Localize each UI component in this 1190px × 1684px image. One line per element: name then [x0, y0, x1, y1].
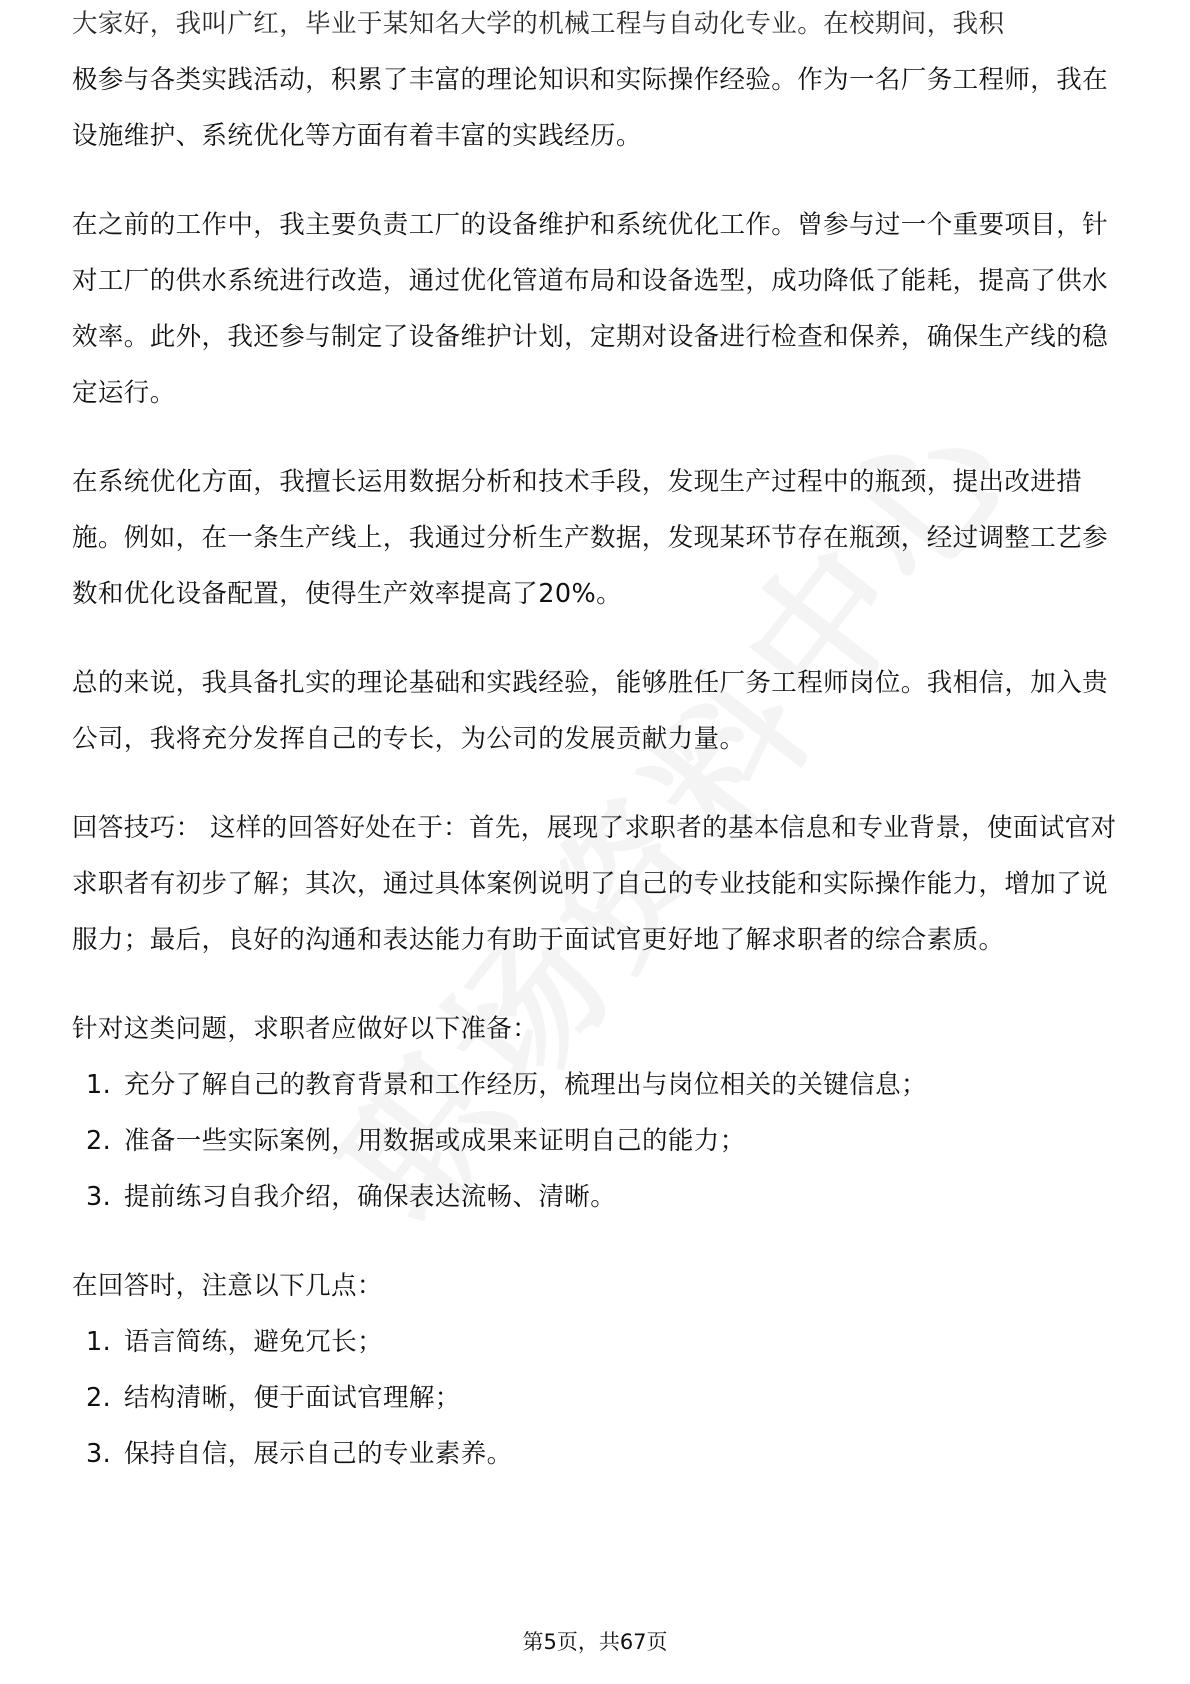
- list-text: 准备一些实际案例，用数据或成果来证明自己的能力；: [124, 1126, 746, 1156]
- list-text: 提前练习自我介绍，确保表达流畅、清晰。: [124, 1182, 617, 1212]
- list-number: 1.: [86, 1327, 112, 1357]
- list-number: 1.: [86, 1070, 112, 1100]
- list-number: 3.: [86, 1439, 112, 1469]
- notes-list: [72, 1314, 1122, 1482]
- list-number: 2.: [86, 1126, 112, 1156]
- list-text: 保持自信，展示自己的专业素养。: [124, 1439, 513, 1469]
- paragraph-summary: 总的来说，我具备扎实的理论基础和实践经验，能够胜任厂务工程师岗位。我相信，加入贵公司，我将充分发挥自己的专长，为公司的发展贡献力量。: [72, 668, 1109, 754]
- list-item: [72, 1169, 1122, 1225]
- list-number: 2.: [86, 1383, 112, 1413]
- list-number: 3.: [86, 1182, 112, 1212]
- paragraph-prep-heading: 针对这类问题，求职者应做好以下准备：: [72, 1014, 539, 1044]
- clipped-top-line: [72, 0, 1122, 52]
- page-number-footer: 第5页，共67页: [522, 1630, 668, 1654]
- prep-list: [72, 1057, 1122, 1225]
- paragraph-intro: 极参与各类实践活动，积累了丰富的理论知识和实际操作经验。作为一名厂务工程师，我在设施维护、系统优化等方面有着丰富的实践经历。: [72, 65, 1109, 151]
- list-text: 结构清晰，便于面试官理解；: [124, 1383, 461, 1413]
- document-body: [72, 9, 1122, 1482]
- list-item: [72, 1113, 1122, 1169]
- paragraph-work-experience: 在之前的工作中，我主要负责工厂的设备维护和系统优化工作。曾参与过一个重要项目，针对工厂的供水系统进行改造，通过优化管道布局和设备选型，成功降低了能耗，提高了供水效率。此外，我还参与制定了设备维护计划，定期对设备进行检查和保养，确保生产线的稳定运行。: [72, 210, 1109, 408]
- list-text: 充分了解自己的教育背景和工作经历，梳理出与岗位相关的关键信息；: [124, 1070, 927, 1100]
- list-item: [72, 1314, 1122, 1370]
- paragraph-intro-cutoff: 大家好，我叫广红，毕业于某知名大学的机械工程与自动化专业。在校期间，我积: [72, 9, 1005, 39]
- paragraph-notes-heading: 在回答时，注意以下几点：: [72, 1271, 383, 1301]
- list-item: [72, 1426, 1122, 1482]
- list-item: [72, 1370, 1122, 1426]
- list-text: 语言简练，避免冗长；: [124, 1327, 384, 1357]
- list-item: [72, 1057, 1122, 1113]
- paragraph-answer-tips: 回答技巧： 这样的回答好处在于：首先，展现了求职者的基本信息和专业背景，使面试官对求职者有初步了解；其次，通过具体案例说明了自己的专业技能和实际操作能力，增加了说服力；最后，良好的沟通和表达能力有助于面试官更好地了解求职者的综合素质。: [72, 813, 1117, 955]
- paragraph-system-optimization: 在系统优化方面，我擅长运用数据分析和技术手段，发现生产过程中的瓶颈，提出改进措施。例如，在一条生产线上，我通过分析生产数据，发现某环节存在瓶颈，经过调整工艺参数和优化设备配置，使得生产效率提高了20%。: [72, 467, 1109, 609]
